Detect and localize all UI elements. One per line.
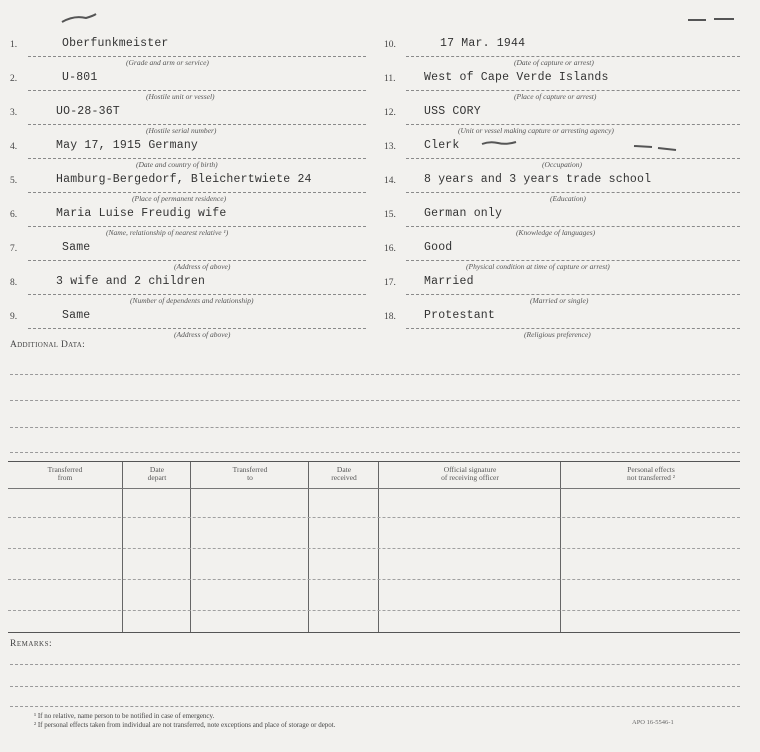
field-caption: (Occupation)	[542, 160, 582, 169]
field-number: 13.	[384, 142, 396, 152]
footnote-personal-effects: ² If personal effects taken from individual are not transferred, note exceptions and place of storage or depot.	[34, 721, 336, 729]
field-caption: (Married or single)	[530, 296, 589, 305]
field-value: Oberfunkmeister	[62, 37, 169, 50]
field-number: 7.	[10, 244, 18, 254]
field-value: Same	[62, 309, 91, 322]
field-value: Clerk	[424, 139, 460, 152]
additional-data-line	[10, 427, 740, 428]
field-line	[406, 294, 740, 295]
field-marital-status	[384, 270, 740, 305]
field-value: Maria Luise Freudig wife	[56, 207, 227, 220]
table-row	[8, 579, 740, 580]
field-number: 14.	[384, 176, 396, 186]
field-value: 17 Mar. 1944	[440, 37, 526, 50]
field-caption: (Date of capture or arrest)	[514, 58, 594, 67]
field-caption: (Address of above)	[174, 330, 231, 339]
col-header: Date depart	[147, 465, 167, 482]
field-education	[384, 168, 740, 203]
additional-data-line	[10, 374, 740, 375]
field-line	[406, 124, 740, 125]
col-header: Official signature of receiving officer	[441, 465, 499, 482]
field-line	[406, 260, 740, 261]
field-line	[406, 192, 740, 193]
table-row	[8, 610, 740, 611]
col-header: Personal effects not transferred ²	[626, 465, 676, 482]
pen-mark-top-right	[686, 12, 738, 24]
field-number: 9.	[10, 312, 18, 322]
field-caption: (Number of dependents and relationship)	[130, 296, 254, 305]
field-value: Hamburg-Bergedorf, Bleichertwiete 24	[56, 173, 312, 186]
field-number: 3.	[10, 108, 18, 118]
field-capture-place	[384, 66, 740, 101]
field-dependents-address	[10, 304, 366, 339]
field-value: Good	[424, 241, 453, 254]
field-languages	[384, 202, 740, 237]
field-value: 3 wife and 2 children	[56, 275, 206, 288]
field-number: 5.	[10, 176, 18, 186]
field-value: West of Cape Verde Islands	[424, 71, 609, 84]
field-birth	[10, 134, 366, 169]
col-header: Transferred to	[232, 465, 268, 482]
field-dependents	[10, 270, 366, 305]
field-line	[28, 158, 366, 159]
footnote-relative: ¹ If no relative, name person to be notified in case of emergency.	[34, 712, 215, 720]
field-caption: (Religious preference)	[524, 330, 591, 339]
field-value: German only	[424, 207, 503, 220]
field-caption: (Name, relationship of nearest relative ¹)	[106, 228, 229, 237]
field-line	[28, 226, 366, 227]
field-caption: (Place of permanent residence)	[132, 194, 227, 203]
field-caption: (Unit or vessel making capture or arresting agency)	[458, 126, 614, 135]
field-line	[28, 192, 366, 193]
field-caption: (Knowledge of languages)	[516, 228, 596, 237]
field-value: 8 years and 3 years trade school	[424, 173, 652, 186]
col-header: Transferred from	[47, 465, 83, 482]
field-capture-date	[384, 32, 740, 67]
field-line	[28, 328, 366, 329]
field-number: 16.	[384, 244, 396, 254]
field-hostile-serial	[10, 100, 366, 135]
field-caption: (Address of above)	[174, 262, 231, 271]
field-hostile-unit	[10, 66, 366, 101]
field-value: Married	[424, 275, 474, 288]
table-row	[8, 548, 740, 549]
field-number: 18.	[384, 312, 396, 322]
remarks-line	[10, 706, 740, 707]
field-caption: (Grade and arm or service)	[126, 58, 209, 67]
apo-form-number: APO 16-5546-1	[632, 719, 674, 726]
field-residence	[10, 168, 366, 203]
field-occupation	[384, 134, 740, 169]
field-line	[28, 260, 366, 261]
field-number: 12.	[384, 108, 396, 118]
field-value: U-801	[62, 71, 98, 84]
field-religion	[384, 304, 740, 339]
field-line	[406, 328, 740, 329]
col-header: Date received	[331, 465, 357, 482]
field-caption: (Hostile serial number)	[146, 126, 217, 135]
field-line	[28, 124, 366, 125]
field-line	[406, 158, 740, 159]
remarks-line	[10, 686, 740, 687]
pen-mark-occupation-right	[632, 142, 678, 152]
field-number: 4.	[10, 142, 18, 152]
table-header-rule	[8, 488, 740, 489]
field-line	[28, 56, 366, 57]
transfer-table	[8, 461, 740, 633]
field-value: Same	[62, 241, 91, 254]
field-value: UO-28-36T	[56, 105, 120, 118]
additional-data-line	[10, 452, 740, 453]
field-number: 6.	[10, 210, 18, 220]
pen-mark-occupation	[480, 138, 520, 148]
field-number: 10.	[384, 40, 396, 50]
field-capturing-unit	[384, 100, 740, 135]
pen-mark-top-left	[60, 12, 100, 26]
field-line	[406, 90, 740, 91]
field-number: 8.	[10, 278, 18, 288]
field-line	[28, 90, 366, 91]
table-row	[8, 517, 740, 518]
additional-data-line	[10, 400, 740, 401]
field-value: USS CORY	[424, 105, 481, 118]
field-line	[406, 226, 740, 227]
field-caption: (Physical condition at time of capture or arrest)	[466, 262, 610, 271]
remarks-line	[10, 664, 740, 665]
field-number: 11.	[384, 74, 396, 84]
field-value: Protestant	[424, 309, 496, 322]
field-number: 2.	[10, 74, 18, 84]
remarks-label: Remarks:	[10, 639, 53, 649]
field-caption: (Place of capture or arrest)	[514, 92, 597, 101]
field-caption: (Date and country of birth)	[136, 160, 218, 169]
additional-data-label: Additional Data:	[10, 340, 86, 350]
field-line	[406, 56, 740, 57]
field-number: 1.	[10, 40, 18, 50]
field-caption: (Hostile unit or vessel)	[146, 92, 215, 101]
field-grade	[10, 32, 366, 67]
field-number: 17.	[384, 278, 396, 288]
field-caption: (Education)	[550, 194, 586, 203]
field-number: 15.	[384, 210, 396, 220]
field-physical-condition	[384, 236, 740, 271]
field-line	[28, 294, 366, 295]
field-nearest-relative	[10, 202, 366, 237]
field-value: May 17, 1915 Germany	[56, 139, 199, 152]
field-relative-address	[10, 236, 366, 271]
